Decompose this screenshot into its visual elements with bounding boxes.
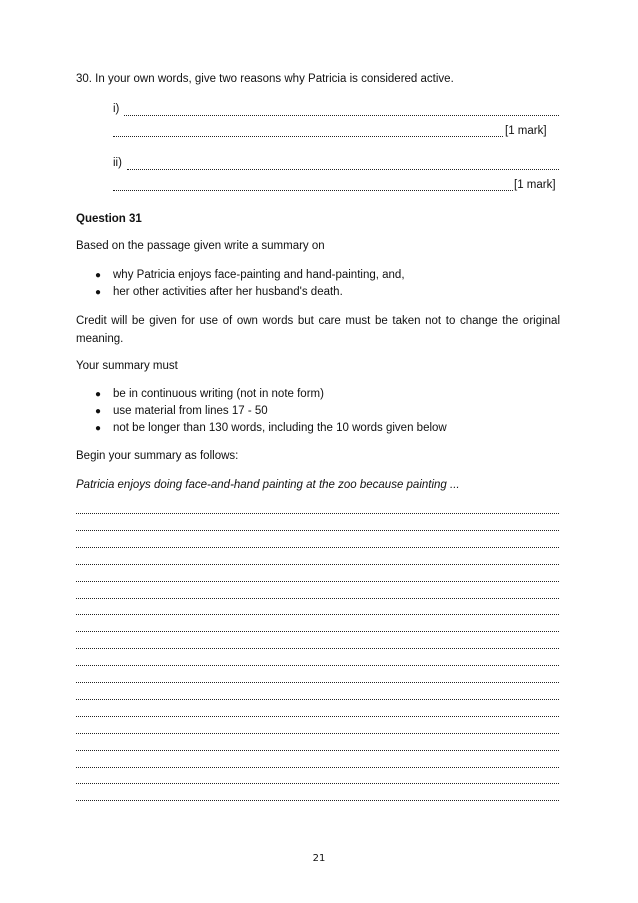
answer-ii-label: ii)	[113, 157, 122, 169]
summary-line[interactable]	[76, 648, 559, 649]
summary-line[interactable]	[76, 631, 559, 632]
credit-note: Credit will be given for use of own words but care must be taken not to change the original meaning.	[76, 315, 560, 345]
question-30-prompt: 30. In your own words, give two reasons why Patricia is considered active.	[76, 73, 454, 85]
summary-line[interactable]	[76, 564, 559, 565]
summary-line[interactable]	[76, 699, 559, 700]
question-31-heading: Question 31	[76, 213, 142, 225]
bullet-icon: ●	[95, 270, 102, 281]
page-number: 21	[312, 853, 326, 864]
topic-item: her other activities after her husband's death.	[113, 286, 343, 298]
summary-line[interactable]	[76, 800, 559, 801]
summary-line[interactable]	[76, 682, 559, 683]
bullet-icon: ●	[95, 287, 102, 298]
bullet-icon: ●	[95, 423, 102, 434]
summary-line[interactable]	[76, 716, 559, 717]
must-intro: Your summary must	[76, 360, 178, 372]
summary-line[interactable]	[76, 614, 559, 615]
mark-label-ii: [1 mark]	[514, 179, 556, 191]
summary-intro: Based on the passage given write a summary on	[76, 240, 325, 252]
bullet-icon: ●	[95, 406, 102, 417]
summary-line[interactable]	[76, 783, 559, 784]
topic-item: why Patricia enjoys face-painting and hand-painting, and,	[113, 269, 405, 281]
summary-line[interactable]	[76, 513, 559, 514]
bullet-icon: ●	[95, 389, 102, 400]
summary-line[interactable]	[76, 530, 559, 531]
summary-line[interactable]	[76, 733, 559, 734]
answer-ii-line-2[interactable]	[113, 190, 513, 191]
answer-ii-line-1[interactable]	[127, 169, 559, 170]
summary-line[interactable]	[76, 767, 559, 768]
summary-line[interactable]	[76, 598, 559, 599]
requirement-item: be in continuous writing (not in note form)	[113, 388, 324, 400]
mark-label-i: [1 mark]	[505, 125, 547, 137]
answer-i-line-1[interactable]	[124, 115, 559, 116]
summary-line[interactable]	[76, 581, 559, 582]
summary-line[interactable]	[76, 750, 559, 751]
answer-i-line-2[interactable]	[113, 136, 503, 137]
requirement-item: not be longer than 130 words, including the 10 words given below	[113, 422, 447, 434]
summary-starter: Patricia enjoys doing face-and-hand painting at the zoo because painting ...	[76, 479, 460, 491]
summary-line[interactable]	[76, 547, 559, 548]
answer-i-label: i)	[113, 103, 120, 115]
begin-intro: Begin your summary as follows:	[76, 450, 239, 462]
summary-line[interactable]	[76, 665, 559, 666]
requirement-item: use material from lines 17 - 50	[113, 405, 268, 417]
